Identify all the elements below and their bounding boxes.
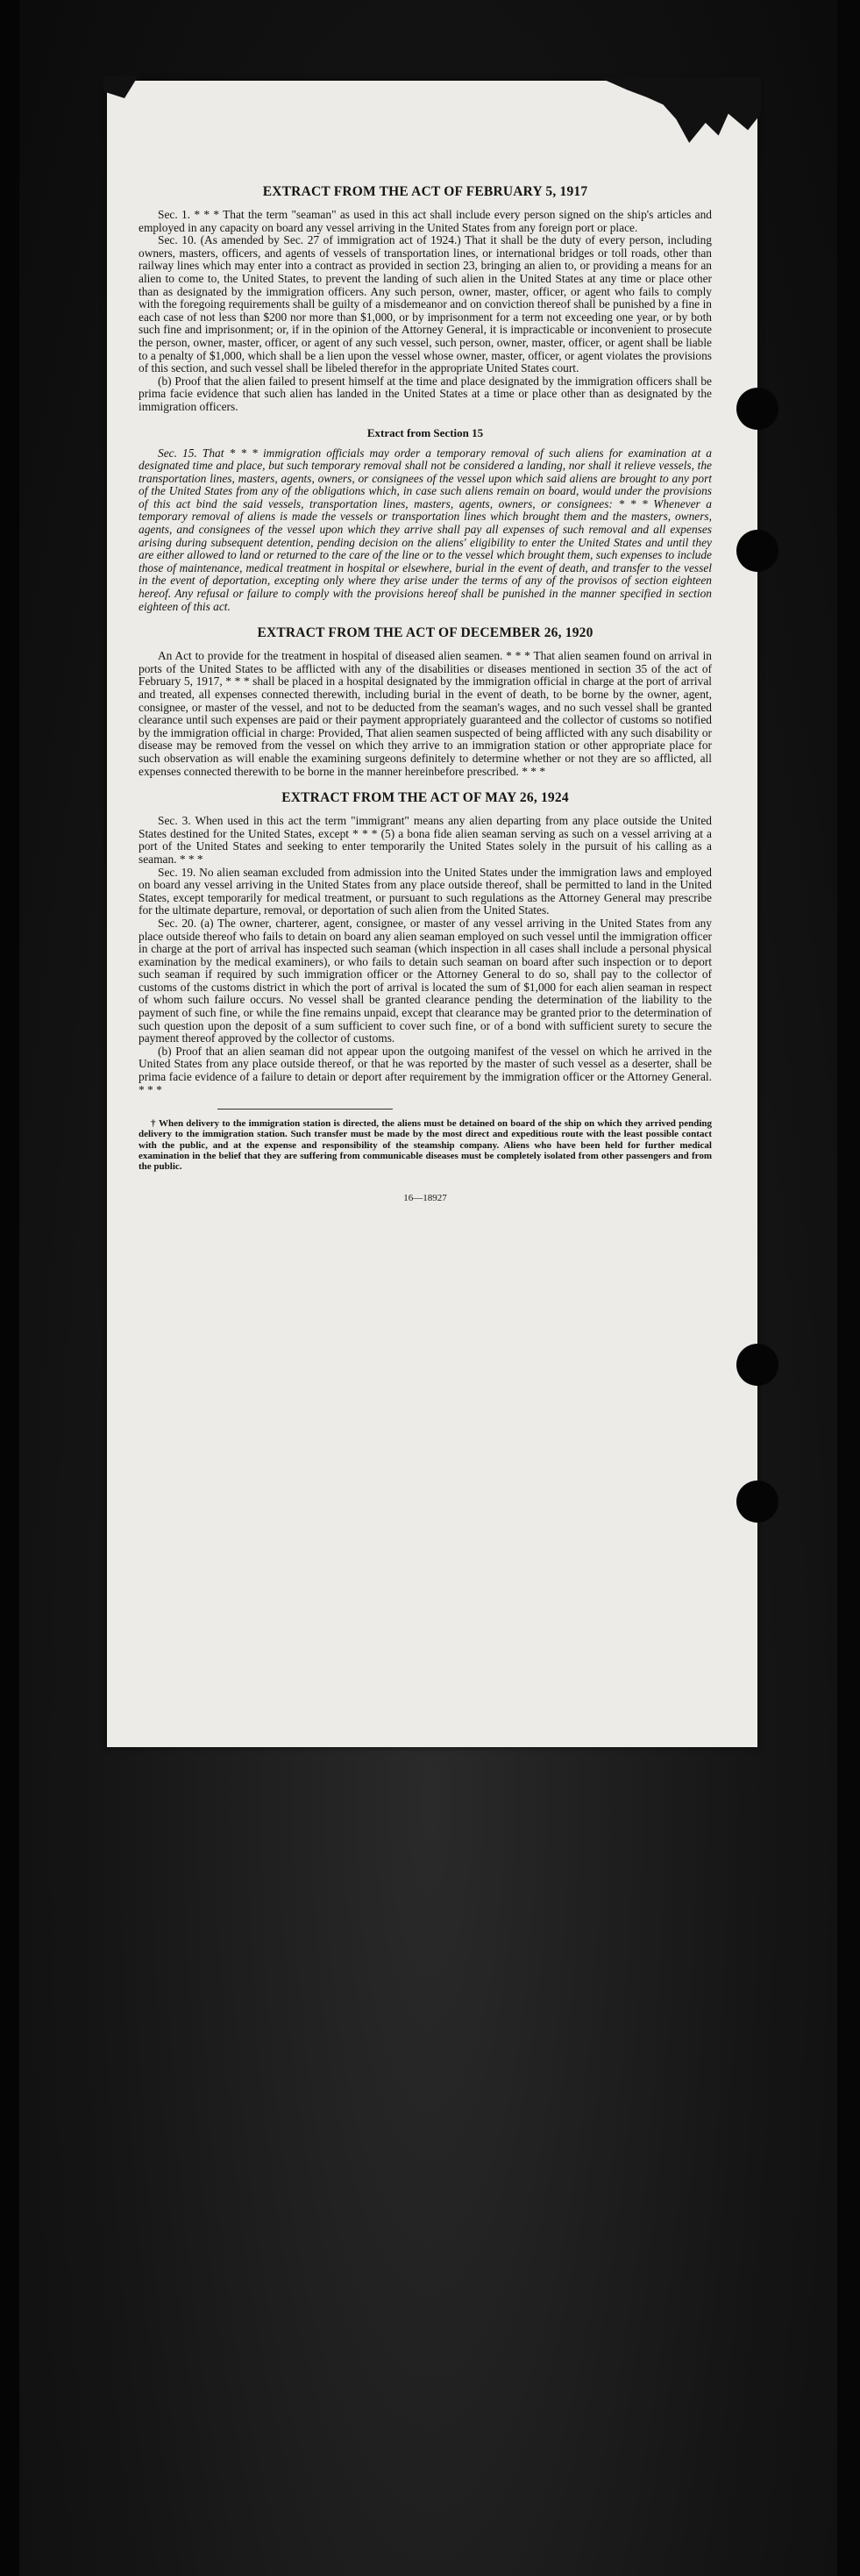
section-act-1920 — [139, 625, 712, 778]
document-page — [107, 81, 757, 1747]
punch-hole — [736, 1481, 778, 1523]
paragraph-sec-1: Sec. 1. * * * That the term "seaman" as used in this act shall include every person signed on the ship's articles and employed in any capacity on board any vessel arriving in the United States from any foreign port or place. — [139, 208, 712, 234]
heading-section-15: Extract from Section 15 — [366, 425, 484, 439]
paragraph-proof-b: (b) Proof that the alien failed to present himself at the time and place designated by the immigration officers shall be prima facie evidence that such alien has landed in the United States at a time or place other than as designated by the immigration officers. — [139, 374, 712, 413]
heading-act-1920: EXTRACT FROM THE ACT OF DECEMBER 26, 1920 — [257, 625, 593, 641]
paragraph-sec-20a: Sec. 20. (a) The owner, charterer, agent, consignee, or master of any vessel arriving in the United States from any place outside thereof who fails to detain on board any alien seaman employed on such vessel until the immigration officer in charge at the port of arrival has inspected such seaman (which inspection in all cases shall include a personal physical examination by the medical examiners), or who fails to detain such seaman on board after such inspection or to deport such seaman if required by such immigration officer or the Attorney General to do so, shall pay to the collector of customs of the customs district in which the port of arrival is located the sum of $1,000 for each alien seaman in respect of whom such failure occurs. No vessel shall be granted clearance pending the determination of the liability to the payment of such fine, or while the fine remains unpaid, except that clearance may be granted prior to the determination of such question upon the deposit of a sum sufficient to cover such fine, or of a bond with sufficient surety to secure the payment thereof approved by the collector of customs. — [139, 916, 712, 1045]
section-15 — [139, 426, 712, 614]
section-act-1924 — [139, 790, 712, 1096]
paragraph-sec-3: Sec. 3. When used in this act the term "immigrant" means any alien departing from any place outside the United States destined for the United States, except * * * (5) a bona fide alien seaman serving as such on a vessel arriving at a port of the United States and seeking to enter temporarily the United States solely in the pursuit of his calling as a seaman. * * * — [139, 814, 712, 866]
punch-hole — [736, 388, 778, 430]
paragraph-sec-20b: (b) Proof that an alien seaman did not appear upon the outgoing manifest of the vessel on which he arrived in the United States from any place outside thereof, or that he was reported by the master of such vessel as a deserter, shall be prima facie evidence of a failure to detain or deport after requirement by the immigration officer or the Attorney General. * * * — [139, 1044, 712, 1096]
paragraph-act-1920: An Act to provide for the treatment in hospital of diseased alien seamen. * * * That alien seamen found on arrival in ports of the United States to be afflicted with any of the disabilities or diseases mentioned in section 35 of the act of February 5, 1917, * * * shall be placed in a hospital designated by the immigration official in charge at the port of arrival and treated, all expenses connected therewith, including burial in the event of death, to be borne by the owner, agent, consignee, or master of the vessel, and not to be deducted from the seaman's wages, and no such vessel shall be granted clearance until such expenses are paid or their payment appropriately guaranteed and the collector of customs so notified by the immigration official in charge: Provided, That alien seamen suspected of being afflicted with any such disability or disease may be removed from the vessel on which they arrive to an immigration station or other appropriate place for such observation as will enable the examining surgeons definitely to determine whether or not they are so afflicted, all expenses connected therewith to be borne in the manner hereinbefore prescribed. * * * — [139, 649, 712, 778]
paragraph-sec-15: Sec. 15. That * * * immigration officials may order a temporary removal of such aliens for examination at a designated time and place, but such temporary removal shall not be considered a landing, nor shall it relieve vessels, the transportation lines, masters, agents, owners, or consignees of the vessel upon which said aliens are brought to any port of the United States from any of the obligations which, in case such aliens remain on board, would under the provisions of this act bind the said vessels, transportation lines, masters, agents, owners, or consignees: * * * Whenever a temporary removal of aliens is made the vessels or transportation lines which brought them and the masters, owners, agents, and consignees of the vessel upon which they arrive shall pay all expenses of such removal and all expenses arising during subsequent detention, pending decision on the aliens' eligibility to enter the United States and until they are either allowed to land or returned to the care of the line or to the vessel which brought them, such expenses to include those of maintenance, medical treatment in hospital or elsewhere, burial in the event of death, and transfer to the vessel in the event of deportation, excepting only where they arise under the terms of any of the provisos of section eighteen hereof. Any refusal or failure to comply with the provisions hereof shall be punished in the manner specified in section eighteen of this act. — [139, 446, 712, 613]
punch-hole — [736, 530, 778, 572]
torn-corner-left — [103, 75, 139, 98]
punch-hole — [736, 1344, 778, 1386]
film-edge-left — [0, 0, 19, 2576]
paragraph-sec-10: Sec. 10. (As amended by Sec. 27 of immigration act of 1924.) That it shall be the duty of every person, including owners, masters, officers, and agents of vessels of transportation lines, or international bridges or toll roads, other than railway lines which may enter into a contract as provided in section 23, bringing an alien to, or providing a means for an alien to come to, the United States, to prevent the landing of such alien in the United States at any time or place other than as designated by the immigration officers. Any such person, owner, master, officer, or agent who fails to comply with the foregoing requirements shall be guilty of a misdemeanor and on conviction thereof shall be punished by a fine in each case of not less than $200 nor more than $1,000, or by imprisonment for a term not exceeding one year, or by both such fine and imprisonment; or, if in the opinion of the Attorney General, it is impracticable or inconvenient to prosecute the person, owner, master, officer, or agent of any such vessel, such person, owner, master, officer, or agent shall be liable to a penalty of $1,000, which shall be a lien upon the vessel whose owner, master, officer, or agent violates the provisions of this section, and such vessel shall be libeled therefor in the appropriate United States court. — [139, 233, 712, 375]
heading-act-1924: EXTRACT FROM THE ACT OF MAY 26, 1924 — [281, 790, 569, 806]
film-edge-right — [837, 0, 860, 2576]
heading-act-1917: EXTRACT FROM THE ACT OF FEBRUARY 5, 1917 — [262, 184, 588, 199]
footnote-divider — [217, 1109, 393, 1110]
print-code: 16—18927 — [403, 1193, 447, 1204]
document-body — [139, 184, 712, 1203]
paragraph-sec-19: Sec. 19. No alien seaman excluded from admission into the United States under the immigration laws and employed on board any vessel arriving in the United States from any place outside thereof, shall be permitted to land in the United States, except temporarily for medical treatment, or pursuant to such regulations as the Attorney General may prescribe for the ultimate departure, removal, or deportation of such alien from the United States. — [139, 865, 712, 917]
torn-edge-right — [598, 77, 761, 168]
section-act-1917 — [139, 184, 712, 414]
footnote: † When delivery to the immigration station is directed, the aliens must be detained on board of the ship on which they arrived pending delivery to the immigration station. Such transfer must be made by the most direct and expeditious route with the least possible contact with the public, and at the expense and responsibility of the steamship company. Aliens who have been held for further medical examination in the belief that they are suffering from communicable diseases must be completely isolated from other passengers and from the public. — [139, 1118, 712, 1173]
